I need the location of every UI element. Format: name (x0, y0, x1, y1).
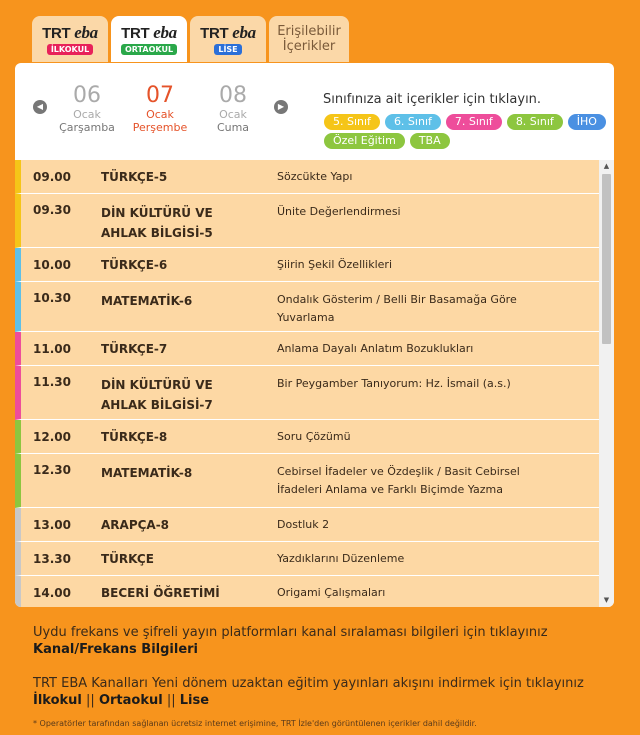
schedule-row[interactable] (15, 542, 599, 576)
row-time: 13.00 (33, 517, 71, 532)
prev-day-arrow-icon[interactable]: ◀ (33, 100, 47, 114)
day-month: Ocak (219, 108, 247, 121)
row-time: 10.30 (33, 291, 71, 305)
row-lesson: TÜRKÇE-6 (101, 257, 168, 272)
flow-info-text: TRT EBA Kanalları Yeni dönem uzaktan eğitim yayınları akışını indirmek için tıklayınız (33, 676, 584, 691)
schedule-row[interactable] (15, 454, 599, 508)
grade-pill-7[interactable]: 7. Sınıf (446, 114, 502, 130)
row-time: 11.30 (33, 375, 71, 389)
day-weekday: Çarşamba (59, 121, 115, 134)
row-lesson: DİN KÜLTÜRÜ VE AHLAK BİLGİSİ-7 (101, 378, 213, 412)
row-topic: Şiirin Şekil Özellikleri (277, 257, 393, 271)
link-separator: || (86, 693, 95, 708)
day-number: 07 (146, 83, 174, 108)
row-topic: Ondalık Gösterim / Belli Bir Basamağa Göre Yuvarlama (277, 293, 517, 324)
day-number: 08 (219, 83, 247, 108)
grade-pill-tba[interactable]: TBA (410, 133, 450, 149)
grade-filters (324, 114, 614, 149)
schedule-row[interactable] (15, 282, 599, 332)
tab-ortaokul[interactable] (111, 16, 187, 62)
tab-label: Erişilebilir (277, 24, 341, 39)
day-current[interactable] (125, 83, 195, 134)
grade-pill-iho[interactable]: İHO (568, 114, 606, 130)
tab-ilkokul[interactable] (32, 16, 108, 62)
row-lesson: MATEMATİK-8 (101, 466, 193, 480)
row-lesson: TÜRKÇE-7 (101, 341, 168, 356)
schedule-scrollbar[interactable] (599, 160, 614, 607)
row-lesson: MATEMATİK-6 (101, 294, 193, 308)
row-topic: Origami Çalışmaları (277, 585, 386, 599)
row-topic: Soru Çözümü (277, 429, 351, 443)
schedule-row[interactable] (15, 332, 599, 366)
next-day-arrow-icon[interactable]: ▶ (274, 100, 288, 114)
freq-info-text: Uydu frekans ve şifreli yayın platformları kanal sıralaması bilgileri için tıklayınız (33, 625, 548, 640)
row-lesson: TÜRKÇE (101, 551, 154, 566)
schedule-list[interactable] (15, 160, 614, 607)
footer (33, 624, 613, 732)
scroll-thumb[interactable] (602, 174, 611, 344)
footnote: * Operatörler tarafından sağlanan ücretsiz internet erişimine, TRT İzle'den görüntülenen içerikler dahil değildir. (33, 719, 477, 728)
tab-level-badge: LİSE (214, 44, 241, 55)
row-time: 09.30 (33, 203, 71, 217)
tab-lise[interactable] (190, 16, 266, 62)
schedule-row[interactable] (15, 248, 599, 282)
grade-pill-6[interactable]: 6. Sınıf (385, 114, 441, 130)
trt-eba-logo: TRT eba (121, 23, 177, 42)
tab-accessible-content[interactable] (269, 16, 349, 62)
day-weekday: Cuma (216, 121, 250, 134)
flow-link-ortaokul[interactable]: Ortaokul (98, 693, 163, 708)
row-lesson: BECERİ ÖĞRETİMİ (101, 585, 220, 600)
scroll-down-icon[interactable]: ▼ (603, 596, 610, 604)
trt-eba-logo: TRT eba (200, 23, 256, 42)
row-topic: Cebirsel İfadeler ve Özdeşlik / Basit Cebirsel İfadeleri Anlama ve Farklı Biçimde Yazma (277, 465, 520, 496)
tab-level-badge: İLKOKUL (47, 44, 93, 55)
tab-label: İçerikler (282, 39, 336, 54)
row-time: 14.00 (33, 585, 71, 600)
day-month: Ocak (146, 108, 174, 121)
schedule-row[interactable] (15, 576, 599, 607)
row-lesson: ARAPÇA-8 (101, 517, 170, 532)
row-time: 11.00 (33, 341, 71, 356)
row-topic: Anlama Dayalı Anlatım Bozuklukları (277, 341, 474, 355)
trt-eba-logo: TRT eba (42, 23, 98, 42)
schedule-row[interactable] (15, 508, 599, 542)
schedule-row[interactable] (15, 420, 599, 454)
scroll-up-icon[interactable]: ▲ (603, 162, 610, 170)
schedule-row[interactable] (15, 194, 599, 248)
tab-level-badge: ORTAOKUL (121, 44, 177, 55)
grade-prompt: Sınıfınıza ait içerikler için tıklayın. (323, 92, 542, 107)
day-prev[interactable] (52, 83, 122, 134)
row-topic: Bir Peygamber Tanıyorum: Hz. İsmail (a.s.) (277, 377, 511, 390)
row-lesson: DİN KÜLTÜRÜ VE AHLAK BİLGİSİ-5 (101, 206, 213, 240)
row-lesson: TÜRKÇE-8 (101, 429, 168, 444)
row-lesson: TÜRKÇE-5 (101, 169, 168, 184)
date-selector (15, 63, 614, 159)
schedule-card (15, 63, 614, 607)
row-topic: Yazdıklarını Düzenleme (277, 551, 405, 565)
row-time: 10.00 (33, 257, 71, 272)
row-topic: Sözcükte Yapı (277, 169, 353, 183)
row-time: 12.30 (33, 463, 71, 477)
grade-pill-ozel-egitim[interactable]: Özel Eğitim (324, 133, 405, 149)
schedule-row[interactable] (15, 366, 599, 420)
row-topic: Dostluk 2 (277, 517, 330, 531)
link-separator: || (166, 693, 176, 708)
day-next[interactable] (198, 83, 268, 134)
level-tabs (32, 16, 349, 62)
day-weekday: Perşembe (132, 121, 188, 134)
row-time: 12.00 (33, 429, 71, 444)
row-time: 13.30 (33, 551, 71, 566)
schedule-row[interactable] (15, 160, 599, 194)
day-month: Ocak (73, 108, 101, 121)
day-number: 06 (73, 83, 101, 108)
row-time: 09.00 (33, 169, 71, 184)
grade-pill-5[interactable]: 5. Sınıf (324, 114, 380, 130)
flow-link-ilkokul[interactable]: İlkokul (33, 693, 82, 708)
grade-pill-8[interactable]: 8. Sınıf (507, 114, 563, 130)
flow-link-lise[interactable]: Lise (179, 693, 210, 708)
row-topic: Ünite Değerlendirmesi (277, 205, 401, 218)
freq-link[interactable]: Kanal/Frekans Bilgileri (33, 642, 199, 657)
